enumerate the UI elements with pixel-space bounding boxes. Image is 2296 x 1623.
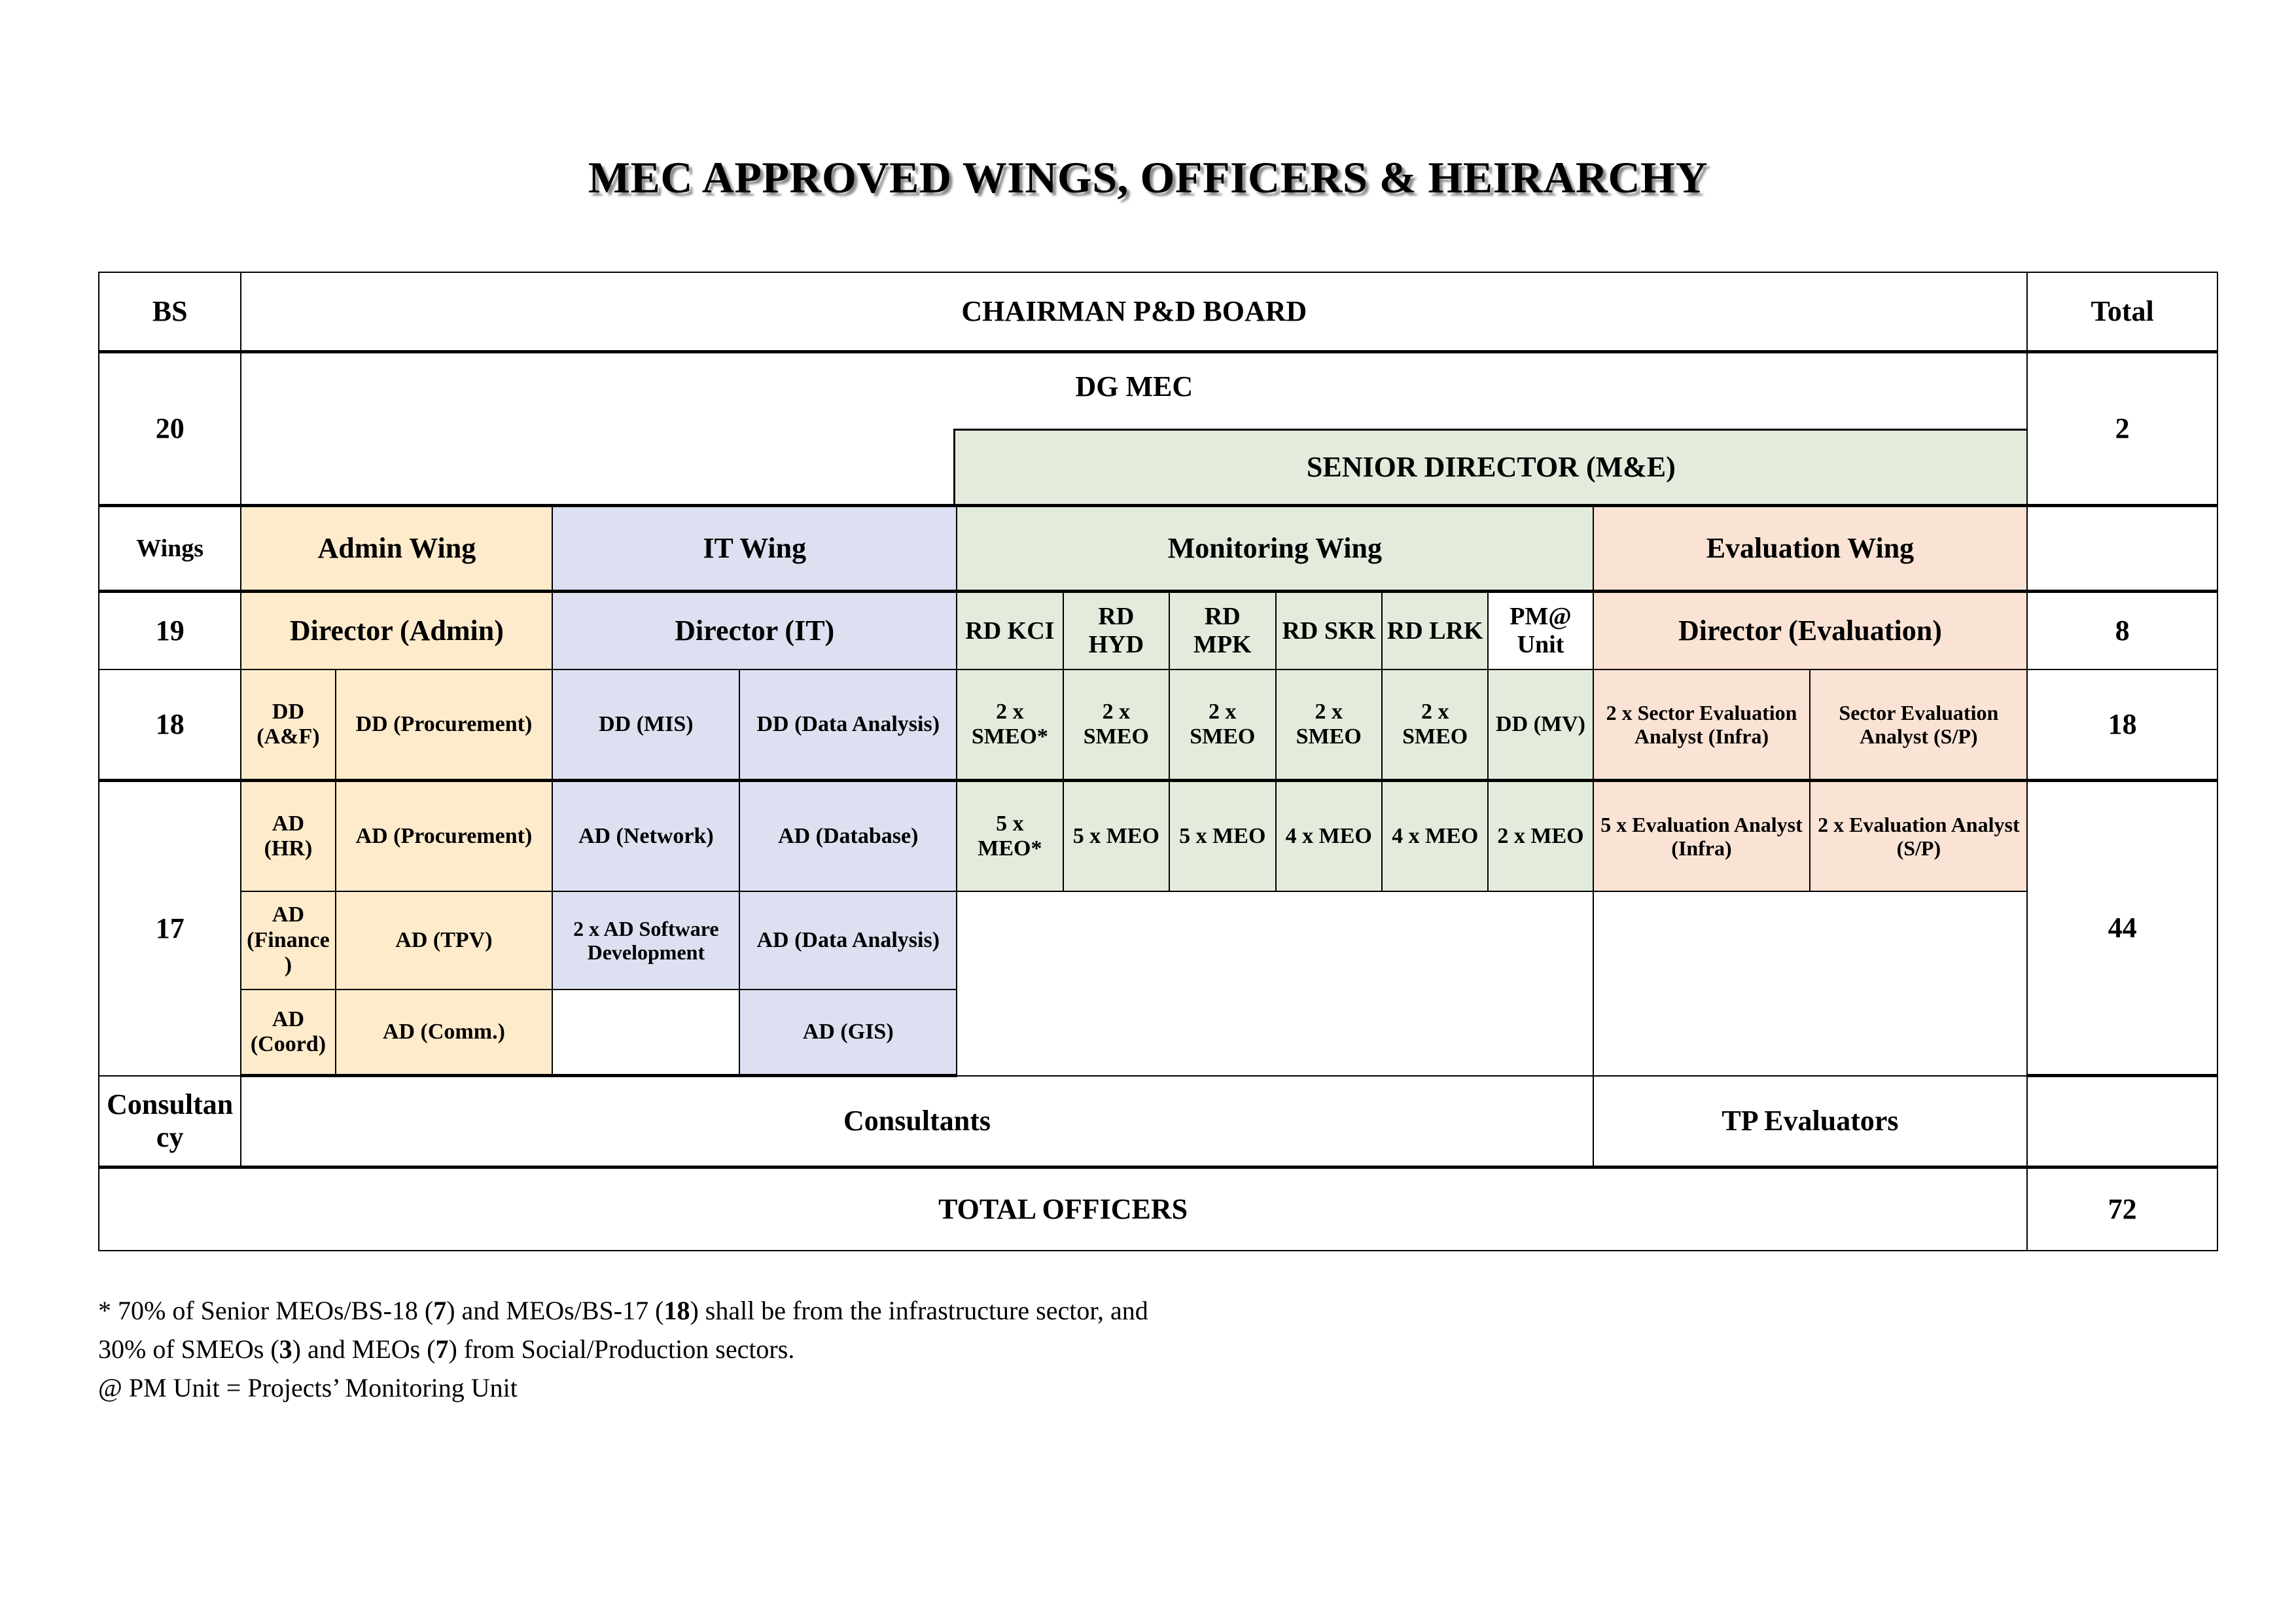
- total-header-cell: Total: [2027, 272, 2217, 352]
- ad-coord-cell: AD (Coord): [241, 990, 335, 1076]
- meo-lrk-cell: 4 x MEO: [1382, 781, 1488, 892]
- page-title: MEC APPROVED WINGS, OFFICERS & HEIRARCHY: [588, 152, 1708, 202]
- director-admin-cell: Director (Admin): [241, 592, 552, 670]
- meo-kci-cell: 5 x MEO*: [957, 781, 1063, 892]
- ad-finance-cell: AD (Finance): [241, 891, 335, 990]
- footnote-2-value-7: 7: [435, 1334, 449, 1364]
- ad-software-development-cell: 2 x AD Software Development: [552, 891, 739, 990]
- sector-eval-analyst-infra-cell: 2 x Sector Evaluation Analyst (Infra): [1593, 669, 1810, 781]
- bs-header-cell: BS: [99, 272, 241, 352]
- org-structure-table: [98, 272, 2218, 1251]
- smeo-skr-cell: 2 x SMEO: [1276, 669, 1382, 781]
- sector-eval-analyst-sp-cell: Sector Evaluation Analyst (S/P): [1810, 669, 2027, 781]
- ad-tpv-cell: AD (TPV): [336, 891, 553, 990]
- wings-label-cell: Wings: [99, 506, 241, 592]
- ad-procurement-cell: AD (Procurement): [336, 781, 553, 892]
- footnote-2-part-a: 30% of SMEOs (: [98, 1334, 279, 1364]
- dd-af-cell: DD (A&F): [241, 669, 335, 781]
- evaluation-wing-cell: Evaluation Wing: [1593, 506, 2028, 592]
- rd-lrk-cell: RD LRK: [1382, 592, 1488, 670]
- bs-18-cell: 18: [99, 669, 241, 781]
- pm-unit-cell: PM@ Unit: [1488, 592, 1593, 670]
- footnote-line-3: @ PM Unit = Projects’ Monitoring Unit: [98, 1372, 518, 1402]
- table-row-bs17-b: [99, 891, 2217, 990]
- bs-19-cell: 19: [99, 592, 241, 670]
- footnote-2-part-c: ) and MEOs (: [292, 1334, 436, 1364]
- ad-hr-cell: AD (HR): [241, 781, 335, 892]
- footnote-1-part-c: ) and MEOs/BS-17 (: [446, 1296, 664, 1325]
- footnote-1-part-a: * 70% of Senior MEOs/BS-18 (: [98, 1296, 434, 1325]
- bs17-evaluation-empty-cell: [1593, 891, 2028, 1076]
- ad-network-cell: AD (Network): [552, 781, 739, 892]
- director-evaluation-cell: Director (Evaluation): [1593, 592, 2028, 670]
- footnote-1-value-7: 7: [433, 1296, 447, 1325]
- smeo-lrk-cell: 2 x SMEO: [1382, 669, 1488, 781]
- table-row-bs19: [99, 592, 2217, 670]
- footnote-line-2: [98, 1331, 1799, 1368]
- wings-total-cell: [2027, 506, 2217, 592]
- table-row-bs17-a: [99, 781, 2217, 892]
- it-wing-cell: IT Wing: [552, 506, 957, 592]
- table-row-consultancy: [99, 1076, 2217, 1168]
- senior-director-band: SENIOR DIRECTOR (M&E): [953, 429, 2026, 504]
- table-row-wings: [99, 506, 2217, 592]
- eval-analyst-sp-cell: 2 x Evaluation Analyst (S/P): [1810, 781, 2027, 892]
- consultancy-total-cell: [2027, 1076, 2217, 1168]
- dg-mec-label: DG MEC: [1075, 370, 1193, 402]
- rd-kci-cell: RD KCI: [957, 592, 1063, 670]
- footnote-1-part-e: ) shall be from the infrastructure sector, and: [690, 1296, 1148, 1325]
- ad-database-cell: AD (Database): [739, 781, 957, 892]
- bs-20-cell: 20: [99, 352, 241, 506]
- chairman-cell: CHAIRMAN P&D BOARD: [241, 272, 2027, 352]
- eval-analyst-infra-cell: 5 x Evaluation Analyst (Infra): [1593, 781, 1810, 892]
- bs-19-total-cell: 8: [2027, 592, 2217, 670]
- bs-17-total-cell: 44: [2027, 781, 2217, 1076]
- meo-mpk-cell: 5 x MEO: [1169, 781, 1275, 892]
- consultancy-label-cell: Consultancy: [99, 1076, 241, 1168]
- rd-mpk-cell: RD MPK: [1169, 592, 1275, 670]
- bs17-monitoring-empty-cell: [957, 891, 1593, 1076]
- table-row-chairman: [99, 272, 2217, 352]
- rd-skr-cell: RD SKR: [1276, 592, 1382, 670]
- bs-18-total-cell: 18: [2027, 669, 2217, 781]
- meo-skr-cell: 4 x MEO: [1276, 781, 1382, 892]
- meo-pm-cell: 2 x MEO: [1488, 781, 1593, 892]
- meo-hyd-cell: 5 x MEO: [1063, 781, 1169, 892]
- footnote-line-1: [98, 1293, 1799, 1330]
- total-officers-value-cell: 72: [2027, 1167, 2217, 1251]
- org-structure-table-wrapper: [98, 272, 2218, 1251]
- smeo-hyd-cell: 2 x SMEO: [1063, 669, 1169, 781]
- table-row-bs18: [99, 669, 2217, 781]
- smeo-mpk-cell: 2 x SMEO: [1169, 669, 1275, 781]
- footnote-2-part-e: ) from Social/Production sectors.: [448, 1334, 795, 1364]
- rd-hyd-cell: RD HYD: [1063, 592, 1169, 670]
- footnote-1-value-18: 18: [663, 1296, 690, 1325]
- ad-data-analysis-cell: AD (Data Analysis): [739, 891, 957, 990]
- director-it-cell: Director (IT): [552, 592, 957, 670]
- dd-mv-cell: DD (MV): [1488, 669, 1593, 781]
- footnote-2-value-3: 3: [279, 1334, 292, 1364]
- footnotes-block: [98, 1293, 1799, 1408]
- table-row-total-officers: [99, 1167, 2217, 1251]
- ad-gis-cell: AD (GIS): [739, 990, 957, 1076]
- ad-comm-cell: AD (Comm.): [336, 990, 553, 1076]
- total-officers-label-cell: TOTAL OFFICERS: [99, 1167, 2027, 1251]
- tp-evaluators-cell: TP Evaluators: [1593, 1076, 2028, 1168]
- admin-wing-cell: Admin Wing: [241, 506, 552, 592]
- bs17-it-empty-cell: [552, 990, 739, 1076]
- bs-20-total-cell: 2: [2027, 352, 2217, 506]
- dd-mis-cell: DD (MIS): [552, 669, 739, 781]
- table-row-bs20: [99, 352, 2217, 506]
- bs-17-cell: 17: [99, 781, 241, 1076]
- dd-procurement-cell: DD (Procurement): [336, 669, 553, 781]
- monitoring-wing-cell: Monitoring Wing: [957, 506, 1593, 592]
- dd-data-analysis-cell: DD (Data Analysis): [739, 669, 957, 781]
- smeo-kci-cell: 2 x SMEO*: [957, 669, 1063, 781]
- consultants-cell: Consultants: [241, 1076, 1593, 1168]
- dg-mec-cell: [241, 352, 2027, 506]
